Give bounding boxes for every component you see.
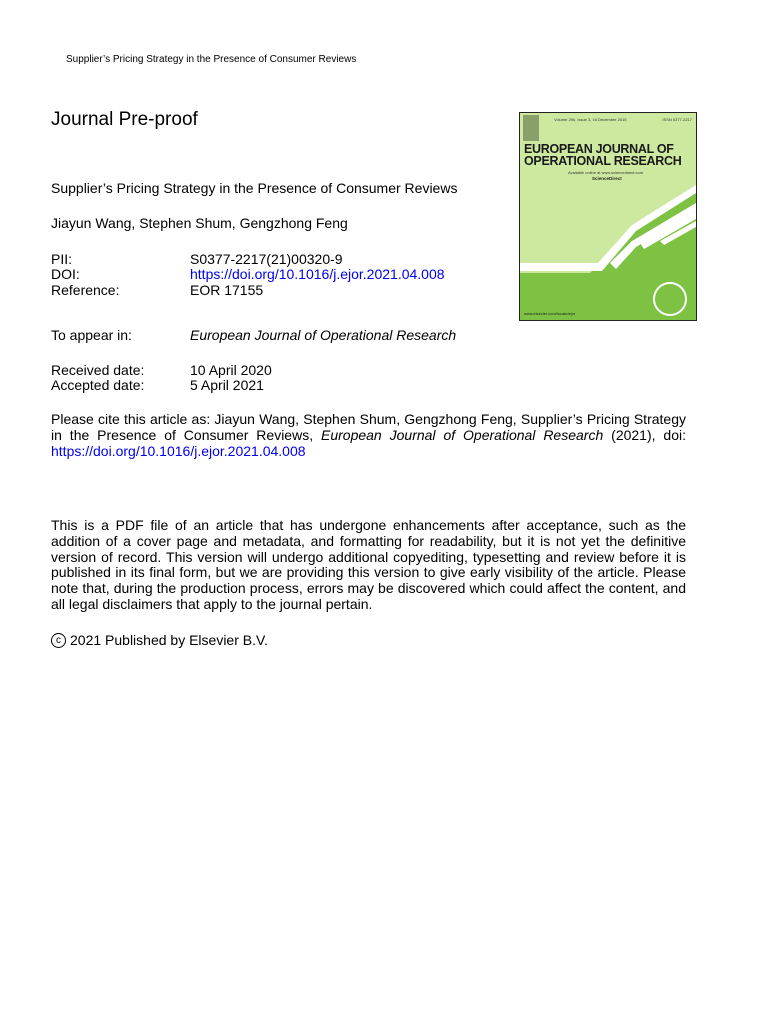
disclaimer-paragraph: This is a PDF file of an article that has undergone enhancements after acceptance, such as the addition of a cover page and metadata, and formatting for readability, but it is not yet the definitive version of record. This version will undergo additional copyediting, typesetting and review before it is published in its final form, but we are providing this version to give early visibility of the article. Please note that, during the production process, errors may be discovered which could affect the content, and all legal disclaimers that apply to the journal pertain. — [51, 517, 686, 612]
elsevier-logo-icon — [523, 115, 539, 141]
accepted-value: 5 April 2021 — [190, 377, 264, 393]
cover-volume: Volume 290, Issue 3, 16 December 2015 — [554, 117, 627, 122]
copyright-text: 2021 Published by Elsevier B.V. — [70, 632, 268, 648]
cover-url: www.elsevier.com/locate/ejor — [524, 311, 576, 316]
reference-label: Reference: — [51, 282, 120, 298]
copyright-line — [51, 632, 268, 648]
reference-value: EOR 17155 — [190, 282, 264, 298]
received-value: 10 April 2020 — [190, 362, 272, 378]
citation-journal: European Journal of Operational Research — [321, 426, 604, 443]
doi-label: DOI: — [51, 266, 80, 282]
received-label: Received date: — [51, 362, 145, 378]
citation-suffix: (2021), doi: — [603, 426, 686, 443]
accepted-label: Accepted date: — [51, 377, 145, 393]
cover-title — [524, 143, 694, 167]
cover-issn: ISSN 0377-2217 — [662, 117, 692, 122]
article-authors: Jiayun Wang, Stephen Shum, Gengzhong Feng — [51, 215, 348, 231]
citation-doi-link[interactable]: https://doi.org/10.1016/j.ejor.2021.04.008 — [51, 442, 306, 459]
cover-subtitle: Available online at www.sciencedirect.com — [568, 170, 644, 175]
citation-paragraph — [51, 412, 686, 459]
pii-value: S0377-2217(21)00320-9 — [190, 251, 343, 267]
journal-preproof-heading: Journal Pre-proof — [51, 109, 198, 130]
cover-title-line2: OPERATIONAL RESEARCH — [524, 154, 682, 168]
appear-value: European Journal of Operational Research — [190, 327, 457, 343]
article-title: Supplier’s Pricing Strategy in the Presence of Consumer Reviews — [51, 180, 458, 196]
citation-prefix: Please cite this article as: Jiayun Wang, Stephen Shum, Gengzhong Feng, Supplier’s Pricing Strategy in the Presence of Consumer Reviews, — [51, 411, 686, 443]
journal-cover-image — [519, 112, 697, 321]
copyright-icon: c — [51, 633, 66, 648]
pii-label: PII: — [51, 251, 73, 267]
running-head: Supplier’s Pricing Strategy in the Presence of Consumer Reviews — [66, 54, 357, 65]
cover-sciencedirect: ScienceDirect — [592, 176, 622, 181]
appear-label: To appear in: — [51, 327, 132, 343]
cover-title-line1: EUROPEAN JOURNAL OF — [524, 142, 674, 156]
doi-link[interactable]: https://doi.org/10.1016/j.ejor.2021.04.008 — [190, 266, 445, 282]
